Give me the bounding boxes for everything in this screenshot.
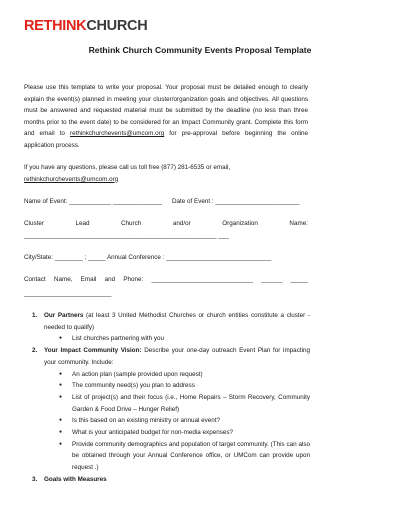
date-of-event-field[interactable]: Date of Event : ________________________: [172, 198, 300, 205]
cluster-name-label-row: [24, 220, 308, 228]
section-text: (at least 3 United Methodist Churches or church entities constitute a cluster - needed to qualify): [44, 312, 310, 331]
section-heading: Goals with Measures: [44, 475, 107, 483]
bullet-item: ● List of project(s) and their focus (i.e., Home Repairs – Storm Recovery, Community Garden & Food Drive – Hunger Relief): [44, 392, 310, 415]
contact-field[interactable]: _____________________________: [151, 276, 254, 283]
contact-word: Email: [80, 276, 97, 283]
section-number: 1.: [32, 312, 38, 319]
contact-info-row: [24, 276, 308, 284]
section-bullets: [44, 333, 310, 345]
cluster-word: Church: [121, 220, 142, 227]
intro-text-after: for pre-approval before beginning the online application process.: [24, 130, 308, 149]
section-text: Describe your one-day outreach Event Plan for impacting your community. Include:: [44, 347, 310, 366]
cluster-word: Cluster: [24, 220, 44, 227]
cluster-word: and/or: [172, 220, 191, 227]
section-body: [44, 310, 310, 333]
section-number: 3.: [32, 475, 38, 483]
contact-word: Contact: [24, 276, 46, 283]
section-body: [44, 345, 310, 368]
logo-part-rethink: RETHINK: [24, 18, 87, 34]
cluster-word: Lead: [75, 220, 90, 227]
cluster-word: Organization: [222, 220, 258, 227]
section-item: [24, 345, 310, 474]
contact-word: Phone:: [123, 276, 144, 283]
section-item: [24, 310, 310, 345]
bullet-item: ● The community need(s) you plan to address: [44, 380, 310, 392]
proposal-sections-list: [24, 310, 310, 486]
contact-text: If you have any questions, please call us toll free (877) 281-6535 or email,: [24, 164, 231, 171]
bullet-item: ● Is this based on an existing ministry or annual event?: [44, 415, 310, 427]
cluster-word: Name:: [289, 220, 308, 227]
contact-word: Name,: [53, 276, 73, 283]
name-of-event-field[interactable]: Name of Event: ____________ ______________: [24, 198, 162, 205]
contact-field[interactable]: _____: [290, 276, 308, 283]
city-state-conference-field[interactable]: City/State: ________ ; _____ Annual Conference : ______________________________: [24, 254, 272, 261]
document-title: Rethink Church Community Events Proposal Template: [88, 45, 312, 55]
logo-part-church: CHURCH: [86, 18, 148, 34]
intro-text-before: Please use this template to write your proposal. Your proposal must be detailed enough to clearly explain the event(s) planned in meeting your cluster/organization goals and objectives. All questions must be answered and requested material must be submitted by the deadline (no less than three months prior to the event date) to be considered for an Impact Community grant. Complete this form and email to: [24, 84, 308, 138]
contact-email-link[interactable]: rethinkchurchevents@umcom.org: [24, 175, 119, 183]
bullet-item: ● List churches partnering with you: [44, 333, 310, 345]
bullet-item: ● Provide community demographics and population of target community. (This can also be obtained through your Annual Conference office, or UMCom can provide upon request .): [44, 439, 310, 474]
bullet-item: ● An action plan (sample provided upon request): [44, 369, 310, 381]
contact-word: and: [104, 276, 116, 283]
rethink-church-logo: [24, 18, 147, 34]
contact-continuation-field[interactable]: _________________________: [24, 290, 112, 297]
section-heading: Our Partners: [44, 312, 84, 319]
contact-field[interactable]: ______: [261, 276, 283, 283]
intro-email-link[interactable]: rethinkchurchevents@umcom.org: [69, 130, 165, 138]
section-number: 2.: [32, 347, 38, 355]
contact-paragraph: [24, 162, 308, 185]
section-bullets: [44, 369, 310, 474]
intro-paragraph: [24, 82, 308, 152]
bullet-item: ● What is your anticipated budget for non-media expenses?: [44, 427, 310, 439]
cluster-name-field[interactable]: _______________________________________________________ ___: [24, 232, 229, 239]
section-item: [24, 474, 310, 486]
section-heading: Your Impact Community Vision:: [44, 347, 142, 355]
section-body: [44, 474, 310, 486]
